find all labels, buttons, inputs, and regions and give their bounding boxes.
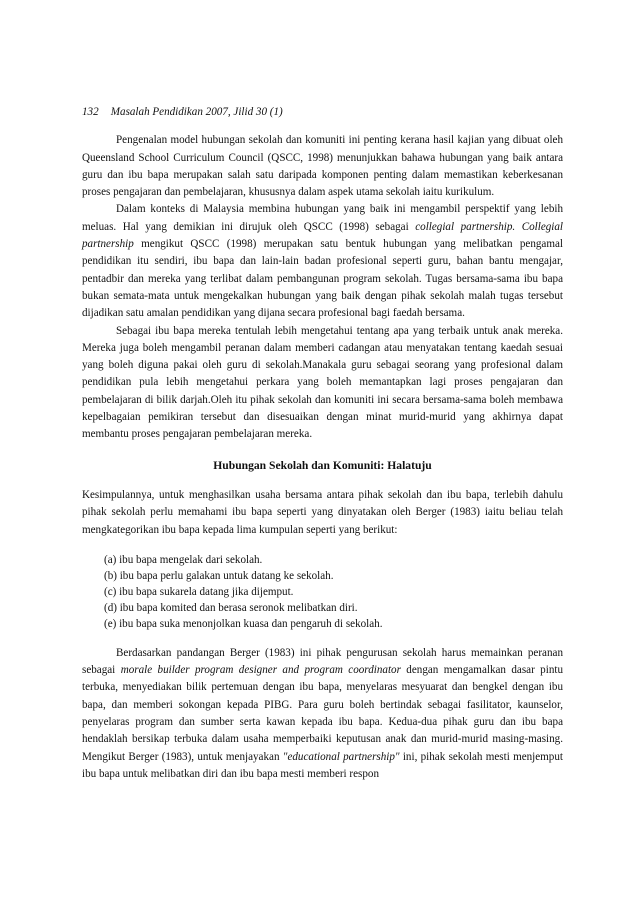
paragraph-2-text-b: mengikut QSCC (1998) merupakan satu bentuk hubungan yang melibatkan pengamal pendidikan itu sendiri, ibu bapa dan lain-lain badan profesional seperti guru, bahan bantu mengajar, pentadbir dan mereka yang terlibat dalam pembangunan program sekolah. Tugas bersama-sama ibu bapa bukan semata-mata untuk mengekalkan hubungan yang baik dengan pihak sekolah malah tugas tersebut dijadikan satu amalan pendidikan yang dijana secara profesional bagi faedah bersama. [82,238,563,320]
paragraph-1: Pengenalan model hubungan sekolah dan komuniti ini penting kerana hasil kajian yang dibuat oleh Queensland School Curriculum Council (QSCC, 1998) menunjukkan bahawa hubungan yang baik antara guru dan ibu bapa merupakan salah satu daripada komponen penting dalam memastikan keberkesanan proses pengajaran dan pembelajaran, khususnya dalam aspek utama sekolah iaitu kurikulum. [82,134,563,199]
journal-page [82,104,563,783]
term-collegial-partnership: collegial partnership. [415,220,516,233]
paragraph-5 [82,645,563,783]
paragraph-3: Sebagai ibu bapa mereka tentulah lebih mengetahui tentang apa yang terbaik untuk anak mereka. Mereka juga boleh mengambil peranan dalam memberi cadangan atau menyatakan tentang kaedah sesuai yang boleh diguna pakai oleh guru di sekolah.Manakala guru sebagai seorang yang profesional dalam pendidikan pula lebih mengetahui perkara yang boleh memantapkan lagi proses pengajaran dan pembelajaran di bilik darjah.Oleh itu pihak sekolah dan komuniti ini secara bersama-sama boleh membawa kepelbagaian pemikiran tersebut dan disesuaikan dengan minat murid-murid yang akhirnya dapat membantu proses pengajaran pembelajaran mereka. [82,324,563,441]
term-educational-partnership: "educational partnership" [282,750,400,763]
paragraph-5-text-b: dengan mengamalkan dasar pintu terbuka, menyediakan bilik pertemuan dengan ibu bapa, menyelaras mesyuarat dan bengkel dengan ibu bapa, dan memberi sokongan kepada PIBG. Para guru boleh bertindak sebagai fasilitator, kaunselor, penyelaras program dan sumber serta kawan kepada ibu bapa. Kedua-dua pihak guru dan ibu bapa hendaklah bersikap terbuka dalam usaha memperbaiki keputusan anak dan murid-murid masing-masing. Mengikut Berger (1983), untuk menjayakan [82,664,563,763]
list-item: (a) ibu bapa mengelak dari sekolah. [104,553,263,566]
parent-category-list [82,552,563,632]
paragraph-4: Kesimpulannya, untuk menghasilkan usaha bersama antara pihak sekolah dan ibu bapa, terlebih dahulu pihak sekolah perlu memahami ibu bapa seperti yang dinyatakan oleh Berger (1983) iaitu beliau telah mengkategorikan ibu bapa kepada lima kumpulan seperti yang berikut: [82,488,563,536]
page-number: 132 [82,106,99,118]
section-heading: Hubungan Sekolah dan Komuniti: Halatuju [213,458,432,472]
term-collegial-partnership-2: Collegial partnership [82,220,564,251]
term-morale-builder: morale builder program designer and program coordinator [120,664,401,677]
list-item: (b) ibu bapa perlu galakan untuk datang ke sekolah. [104,569,334,582]
list-item: (d) ibu bapa komited dan berasa seronok melibatkan diri. [104,601,358,614]
running-header [82,104,563,121]
paragraph-2-text-a: Dalam konteks di Malaysia membina hubungan yang baik ini mengambil perspektif yang lebih meluas. Hal yang demikian ini dirujuk oleh QSCC (1998) sebagai [82,203,563,233]
paragraph-5-text-a: Berdasarkan pandangan Berger (1983) ini pihak pengurusan sekolah harus memainkan peranan sebagai [82,646,563,677]
journal-title: Masalah Pendidikan 2007, Jilid 30 (1) [110,106,283,118]
paragraph-2 [82,201,563,322]
list-item: (e) ibu bapa suka menonjolkan kuasa dan pengaruh di sekolah. [104,617,383,630]
list-item: (c) ibu bapa sukarela datang jika dijemput. [104,585,294,598]
paragraph-5-text-c: ini, pihak sekolah mesti menjemput ibu bapa untuk melibatkan diri dan ibu bapa mesti memberi respon [82,750,563,780]
